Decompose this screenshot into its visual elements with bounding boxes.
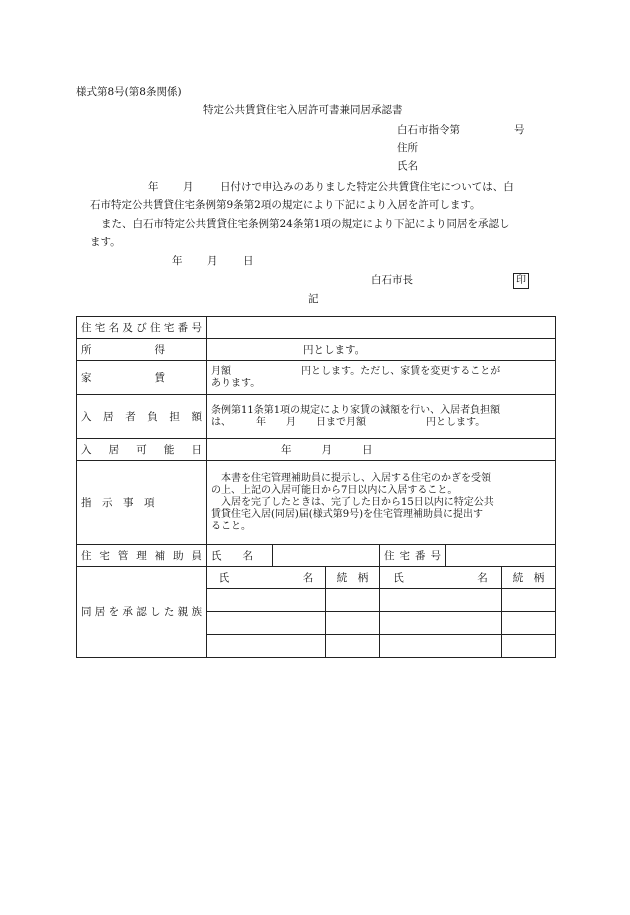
manager-name-field[interactable]	[273, 545, 380, 567]
instructions-line5: ること。	[211, 520, 251, 532]
family-relation-cell[interactable]	[326, 589, 380, 612]
para2-line1: また、白石市特定公共賃貸住宅条例第24条第1項の規定により下記により同居を承認し	[101, 218, 510, 230]
rent-value-line1: 月額 円とします。ただし、家賃を変更することが	[211, 365, 501, 377]
date-year: 年	[172, 255, 183, 267]
income-label: 所 得	[77, 339, 207, 361]
instructions-line1: 本書を住宅管理補助員に提示し、入居する住宅のかぎを受領	[221, 472, 491, 484]
available-month: 月	[321, 443, 332, 456]
burden-value	[207, 395, 556, 439]
mayor-label: 白石市長	[371, 274, 413, 286]
house-label: 住宅名及び住宅番号	[77, 317, 207, 339]
instructions-line2: の上、上記の入居可能日から7日以内に入居すること。	[211, 484, 458, 496]
permit-table	[76, 316, 556, 658]
date-month: 月	[207, 255, 218, 267]
family-relation-cell[interactable]	[502, 635, 556, 658]
para1-month: 月	[183, 181, 194, 193]
instructions-line4: 賃貸住宅入居(同居)届(様式第9号)を住宅管理補助員に提出す	[211, 508, 483, 520]
family-relation-cell[interactable]	[326, 612, 380, 635]
manager-name-label: 氏 名	[207, 545, 273, 567]
para1-text: 日付けで申込みのありました特定公共賃貸住宅については、白	[220, 181, 514, 193]
burden-label: 入居者負担額	[77, 395, 207, 439]
seal-stamp: 印	[513, 273, 529, 289]
family-name-cell[interactable]	[380, 589, 502, 612]
row-house	[77, 317, 556, 339]
date-day: 日	[243, 255, 254, 267]
para1-line2: 石市特定公共賃貸住宅条例第9条第2項の規定により下記により入居を許可します。	[90, 199, 481, 211]
burden-value-line1: 条例第11条第1項の規定により家賃の減額を行い、入居者負担額	[211, 404, 501, 416]
family-col-relation: 続 柄	[326, 567, 380, 589]
family-col-name: 氏 名	[207, 567, 326, 589]
burden-value-line2: は、 年 月 日まで月額 円とします。	[211, 416, 486, 428]
address-label: 住所	[397, 142, 418, 154]
house-value-field[interactable]	[207, 317, 556, 339]
form-number: 様式第8号(第8条関係)	[76, 86, 182, 98]
row-manager	[77, 545, 556, 567]
income-value: 円とします。	[207, 339, 556, 361]
rent-value-line2: あります。	[211, 377, 261, 389]
manager-label: 住宅管理補助員	[77, 545, 207, 567]
rent-value	[207, 361, 556, 395]
family-name-cell[interactable]	[207, 635, 326, 658]
row-family-header	[77, 567, 556, 589]
family-name-cell[interactable]	[380, 635, 502, 658]
family-name-cell[interactable]	[207, 612, 326, 635]
row-rent	[77, 361, 556, 395]
issuer-number-label: 白石市指令第	[397, 124, 460, 136]
row-income	[77, 339, 556, 361]
manager-house-no-label: 住宅番号	[380, 545, 446, 567]
issuer-number-suffix: 号	[514, 124, 525, 136]
row-available	[77, 439, 556, 461]
family-relation-cell[interactable]	[326, 635, 380, 658]
manager-house-no-field[interactable]	[446, 545, 556, 567]
available-day: 日	[362, 443, 373, 456]
available-value	[207, 439, 556, 461]
available-year: 年	[281, 443, 292, 456]
row-instructions	[77, 461, 556, 545]
family-col-relation2: 続 柄	[502, 567, 556, 589]
rent-label: 家 賃	[77, 361, 207, 395]
available-label: 入居可能日	[77, 439, 207, 461]
instructions-line3: 入居を完了したときは、完了した日から15日以内に特定公共	[221, 496, 494, 508]
family-relation-cell[interactable]	[502, 589, 556, 612]
ki-label: 記	[308, 293, 319, 305]
family-label: 同居を承認した親族	[77, 567, 207, 658]
para2-line2: ます。	[90, 236, 121, 248]
family-col-name2: 氏 名	[380, 567, 502, 589]
para1-year: 年	[148, 181, 159, 193]
instructions-label: 指 示 事 項	[77, 461, 207, 545]
name-label: 氏名	[397, 160, 418, 172]
family-name-cell[interactable]	[207, 589, 326, 612]
family-relation-cell[interactable]	[502, 612, 556, 635]
row-burden	[77, 395, 556, 439]
document-title: 特定公共賃貸住宅入居許可書兼同居承認書	[203, 104, 403, 116]
instructions-value	[207, 461, 556, 545]
family-name-cell[interactable]	[380, 612, 502, 635]
